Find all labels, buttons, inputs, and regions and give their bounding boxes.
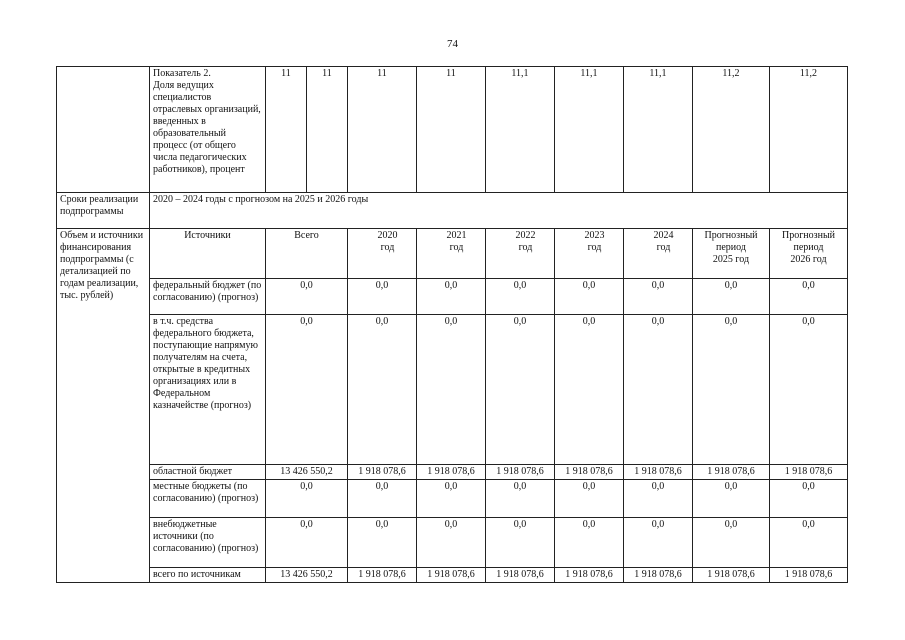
column-header: 2024 год — [624, 229, 693, 279]
indicator-value: 11 — [348, 67, 417, 193]
financing-row — [57, 315, 848, 465]
amount-cell: 1 918 078,6 — [348, 568, 417, 583]
amount-cell: 0,0 — [693, 279, 770, 315]
indicator-value: 11,2 — [693, 67, 770, 193]
empty-label-cell — [57, 67, 150, 193]
source-label: в т.ч. средства федерального бюджета, поступающие напрямую получателям на счета, открытые в кредитных организациях или в Федеральном казначействе (прогноз) — [150, 315, 266, 465]
financing-label: Объем и источники финансирования подпрограммы (с детализацией по годам реализации, тыс. рублей) — [57, 229, 150, 583]
amount-cell: 1 918 078,6 — [624, 465, 693, 480]
amount-cell: 0,0 — [770, 480, 848, 518]
amount-cell: 0,0 — [693, 315, 770, 465]
amount-cell: 0,0 — [770, 518, 848, 568]
amount-cell: 1 918 078,6 — [486, 568, 555, 583]
source-label: местные бюджеты (по согласованию) (прогноз) — [150, 480, 266, 518]
amount-cell: 0,0 — [266, 315, 348, 465]
source-label: областной бюджет — [150, 465, 266, 480]
amount-cell: 0,0 — [693, 480, 770, 518]
amount-cell: 0,0 — [486, 518, 555, 568]
amount-cell: 0,0 — [624, 315, 693, 465]
timeframe-label: Сроки реализации подпрограммы — [57, 193, 150, 229]
amount-cell: 1 918 078,6 — [348, 465, 417, 480]
column-header: Всего — [266, 229, 348, 279]
amount-cell: 1 918 078,6 — [770, 568, 848, 583]
financing-row — [57, 518, 848, 568]
indicator-value: 11,1 — [486, 67, 555, 193]
amount-cell: 0,0 — [624, 480, 693, 518]
amount-cell: 0,0 — [486, 315, 555, 465]
amount-cell: 0,0 — [770, 315, 848, 465]
column-header: Прогнозный период 2026 год — [770, 229, 848, 279]
source-label: внебюджетные источники (по согласованию) (прогноз) — [150, 518, 266, 568]
financing-row — [57, 279, 848, 315]
column-header: Прогнозный период 2025 год — [693, 229, 770, 279]
amount-cell: 0,0 — [417, 279, 486, 315]
column-header: 2022 год — [486, 229, 555, 279]
financing-row — [57, 465, 848, 480]
source-label: всего по источникам — [150, 568, 266, 583]
amount-cell: 0,0 — [266, 518, 348, 568]
amount-cell: 1 918 078,6 — [770, 465, 848, 480]
indicator-label: Показатель 2. Доля ведущих специалистов отраслевых организаций, введенных в образовательный процесс (от общего числа педагогических работников), процент — [150, 67, 266, 193]
amount-cell: 0,0 — [417, 315, 486, 465]
amount-cell: 0,0 — [624, 279, 693, 315]
amount-cell: 0,0 — [417, 480, 486, 518]
page-number: 74 — [447, 38, 458, 50]
amount-cell: 0,0 — [770, 279, 848, 315]
amount-cell: 0,0 — [555, 279, 624, 315]
amount-cell: 1 918 078,6 — [486, 465, 555, 480]
amount-cell: 13 426 550,2 — [266, 465, 348, 480]
amount-cell: 0,0 — [555, 518, 624, 568]
column-header: 2021 год — [417, 229, 486, 279]
amount-cell: 0,0 — [555, 315, 624, 465]
indicator-row — [57, 67, 848, 193]
source-label: федеральный бюджет (по согласованию) (прогноз) — [150, 279, 266, 315]
amount-cell: 0,0 — [486, 480, 555, 518]
amount-cell: 0,0 — [693, 518, 770, 568]
amount-cell: 0,0 — [266, 480, 348, 518]
indicator-value: 11 — [266, 67, 307, 193]
amount-cell: 1 918 078,6 — [693, 465, 770, 480]
amount-cell: 1 918 078,6 — [624, 568, 693, 583]
amount-cell: 1 918 078,6 — [555, 568, 624, 583]
amount-cell: 1 918 078,6 — [417, 568, 486, 583]
column-header: 2023 год — [555, 229, 624, 279]
amount-cell: 0,0 — [348, 480, 417, 518]
financing-total-row — [57, 568, 848, 583]
amount-cell: 1 918 078,6 — [693, 568, 770, 583]
amount-cell: 1 918 078,6 — [555, 465, 624, 480]
timeframe-value: 2020 – 2024 годы с прогнозом на 2025 и 2026 годы — [150, 193, 848, 229]
timeframe-row — [57, 193, 848, 229]
amount-cell: 0,0 — [555, 480, 624, 518]
amount-cell: 13 426 550,2 — [266, 568, 348, 583]
amount-cell: 0,0 — [348, 518, 417, 568]
column-header: Источники — [150, 229, 266, 279]
indicator-value: 11 — [307, 67, 348, 193]
column-header: 2020 год — [348, 229, 417, 279]
amount-cell: 0,0 — [486, 279, 555, 315]
indicator-value: 11,1 — [555, 67, 624, 193]
indicator-value: 11,2 — [770, 67, 848, 193]
financing-row — [57, 480, 848, 518]
amount-cell: 0,0 — [266, 279, 348, 315]
amount-cell: 0,0 — [348, 315, 417, 465]
subprogram-passport-table — [56, 66, 848, 583]
amount-cell: 0,0 — [417, 518, 486, 568]
financing-header-row — [57, 229, 848, 279]
amount-cell: 0,0 — [624, 518, 693, 568]
amount-cell: 1 918 078,6 — [417, 465, 486, 480]
amount-cell: 0,0 — [348, 279, 417, 315]
indicator-value: 11 — [417, 67, 486, 193]
indicator-value: 11,1 — [624, 67, 693, 193]
